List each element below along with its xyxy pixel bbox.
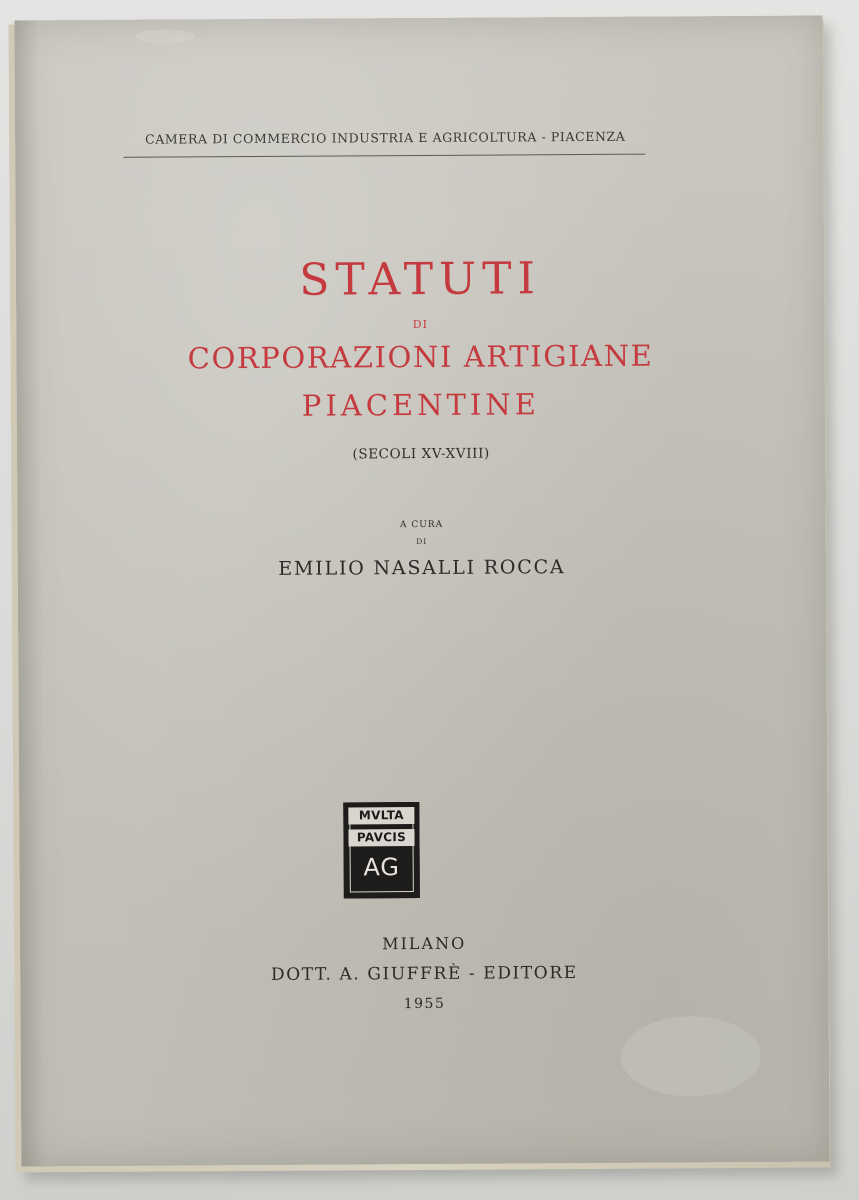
editor-prefix-line-2: DI: [416, 536, 428, 547]
title-line-3: PIACENTINE: [301, 387, 540, 423]
publication-city: MILANO: [382, 933, 467, 954]
book-cover: [15, 16, 830, 1167]
cover-wear-mark: [621, 1016, 761, 1097]
publisher-logo: [343, 802, 420, 898]
institution-header: CAMERA DI COMMERCIO INDUSTRIA E AGRICOLTURA - PIACENZA: [145, 128, 626, 147]
logo-monogram: AG: [363, 853, 401, 882]
editor-prefix-line-1: A CURA: [400, 519, 444, 531]
author-name: EMILIO NASALLI ROCCA: [278, 556, 566, 580]
cover-wear-mark: [135, 29, 195, 43]
title-line-1: STATUTI: [299, 253, 542, 306]
header-rule: [123, 154, 645, 158]
subtitle-centuries: (SECOLI XV-XVIII): [352, 445, 490, 463]
publication-year: 1955: [403, 995, 446, 1013]
title-line-2: CORPORAZIONI ARTIGIANE: [187, 338, 654, 376]
logo-motto-line-1: MVLTA: [348, 807, 414, 824]
title-connector: DI: [412, 317, 428, 332]
logo-motto-line-2: PAVCIS: [348, 829, 414, 846]
publisher-name: DOTT. A. GIUFFRÈ - EDITORE: [270, 963, 578, 985]
